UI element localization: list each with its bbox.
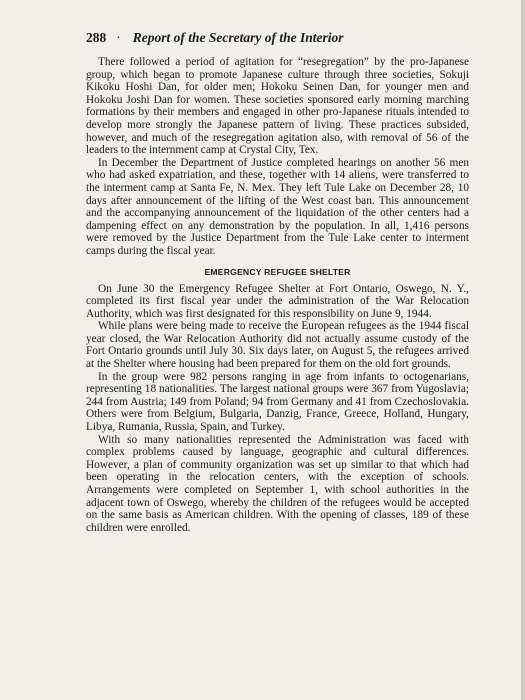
page-number: 288 [86,30,107,45]
paragraph-refugees-arrival: While plans were being made to receive the European refugees as the 1944 fiscal year closed, the War Relocation Authority did not actually assume custody of the Fort Ontario grounds until July 30. Six days later, on August 5, the refugees arrived at the Shelter where housing had been prepared for them on the old fort grounds. [86,320,469,371]
section-heading: EMERGENCY REFUGEE SHELTER [204,266,351,277]
paragraph-resegregation: There followed a period of agitation for “resegregation” by the pro-Japanese group, which began to promote Japanese culture through three societies, Sokuji Kikoku Hoshi Dan, for older men; Hokoku Seinen Dan, for younger men and Hokoku Joshi Dan for women. These societies sponsored early morning marching formations by their members and engaged in other pro-Japanese rituals intended to develop more strongly the Japanese pattern of living. These practices subsided, however, and much of the resegregation agitation also, with removal of 56 of the leaders to the internment camp at Crystal City, Tex. [86,56,469,157]
paragraph-justice-department: In December the Department of Justice completed hearings on another 56 men who had asked expatriation, and these, together with 14 aliens, were transferred to the interment camp at Santa Fe, N. Mex. They left Tule Lake on December 28, 10 days after announcement of the lifting of the West coast ban. This announcement and the accompanying announcement of the liquidation of the other centers had a dampening effect on any demonstration by the population. In all, 1,416 persons were removed by the Justice Department from the Tule Lake center to interment camps during the fiscal year. [86,156,469,257]
header-separator: · [116,30,121,45]
paragraph-nationalities: In the group were 982 persons ranging in age from infants to octogenarians, representing 18 nationalities. The largest national groups were 367 from Yugoslavia; 244 from Austria; 149 from Poland; 94 from Germany and 41 from Czechoslovakia. Others were from Belgium, Bulgaria, Danzig, France, Greece, Holland, Hungary, Libya, Rumania, Russia, Spain, and Turkey. [86,370,469,434]
page-header [86,30,469,46]
body-text [86,56,469,534]
scan-edge [521,0,525,700]
running-title: Report of the Secretary of the Interior [132,30,344,45]
paragraph-community-organization: With so many nationalities represented the Administration was faced with complex problems caused by language, geographic and cultural differences. However, a plan of community organization was set up similar to that which had been operating in the relocation centers, with the exception of schools. Arrangements were completed on September 1, with school authorities in the adjacent town of Oswego, whereby the children of the refugees would be accepted on the same basis as American children. With the opening of classes, 189 of these children were enrolled. [86,433,469,534]
paragraph-shelter-first-year: On June 30 the Emergency Refugee Shelter at Fort Ontario, Oswego, N. Y., completed its first fiscal year under the administration of the War Relocation Authority, which was first designated for this responsibility on June 9, 1944. [86,282,469,320]
